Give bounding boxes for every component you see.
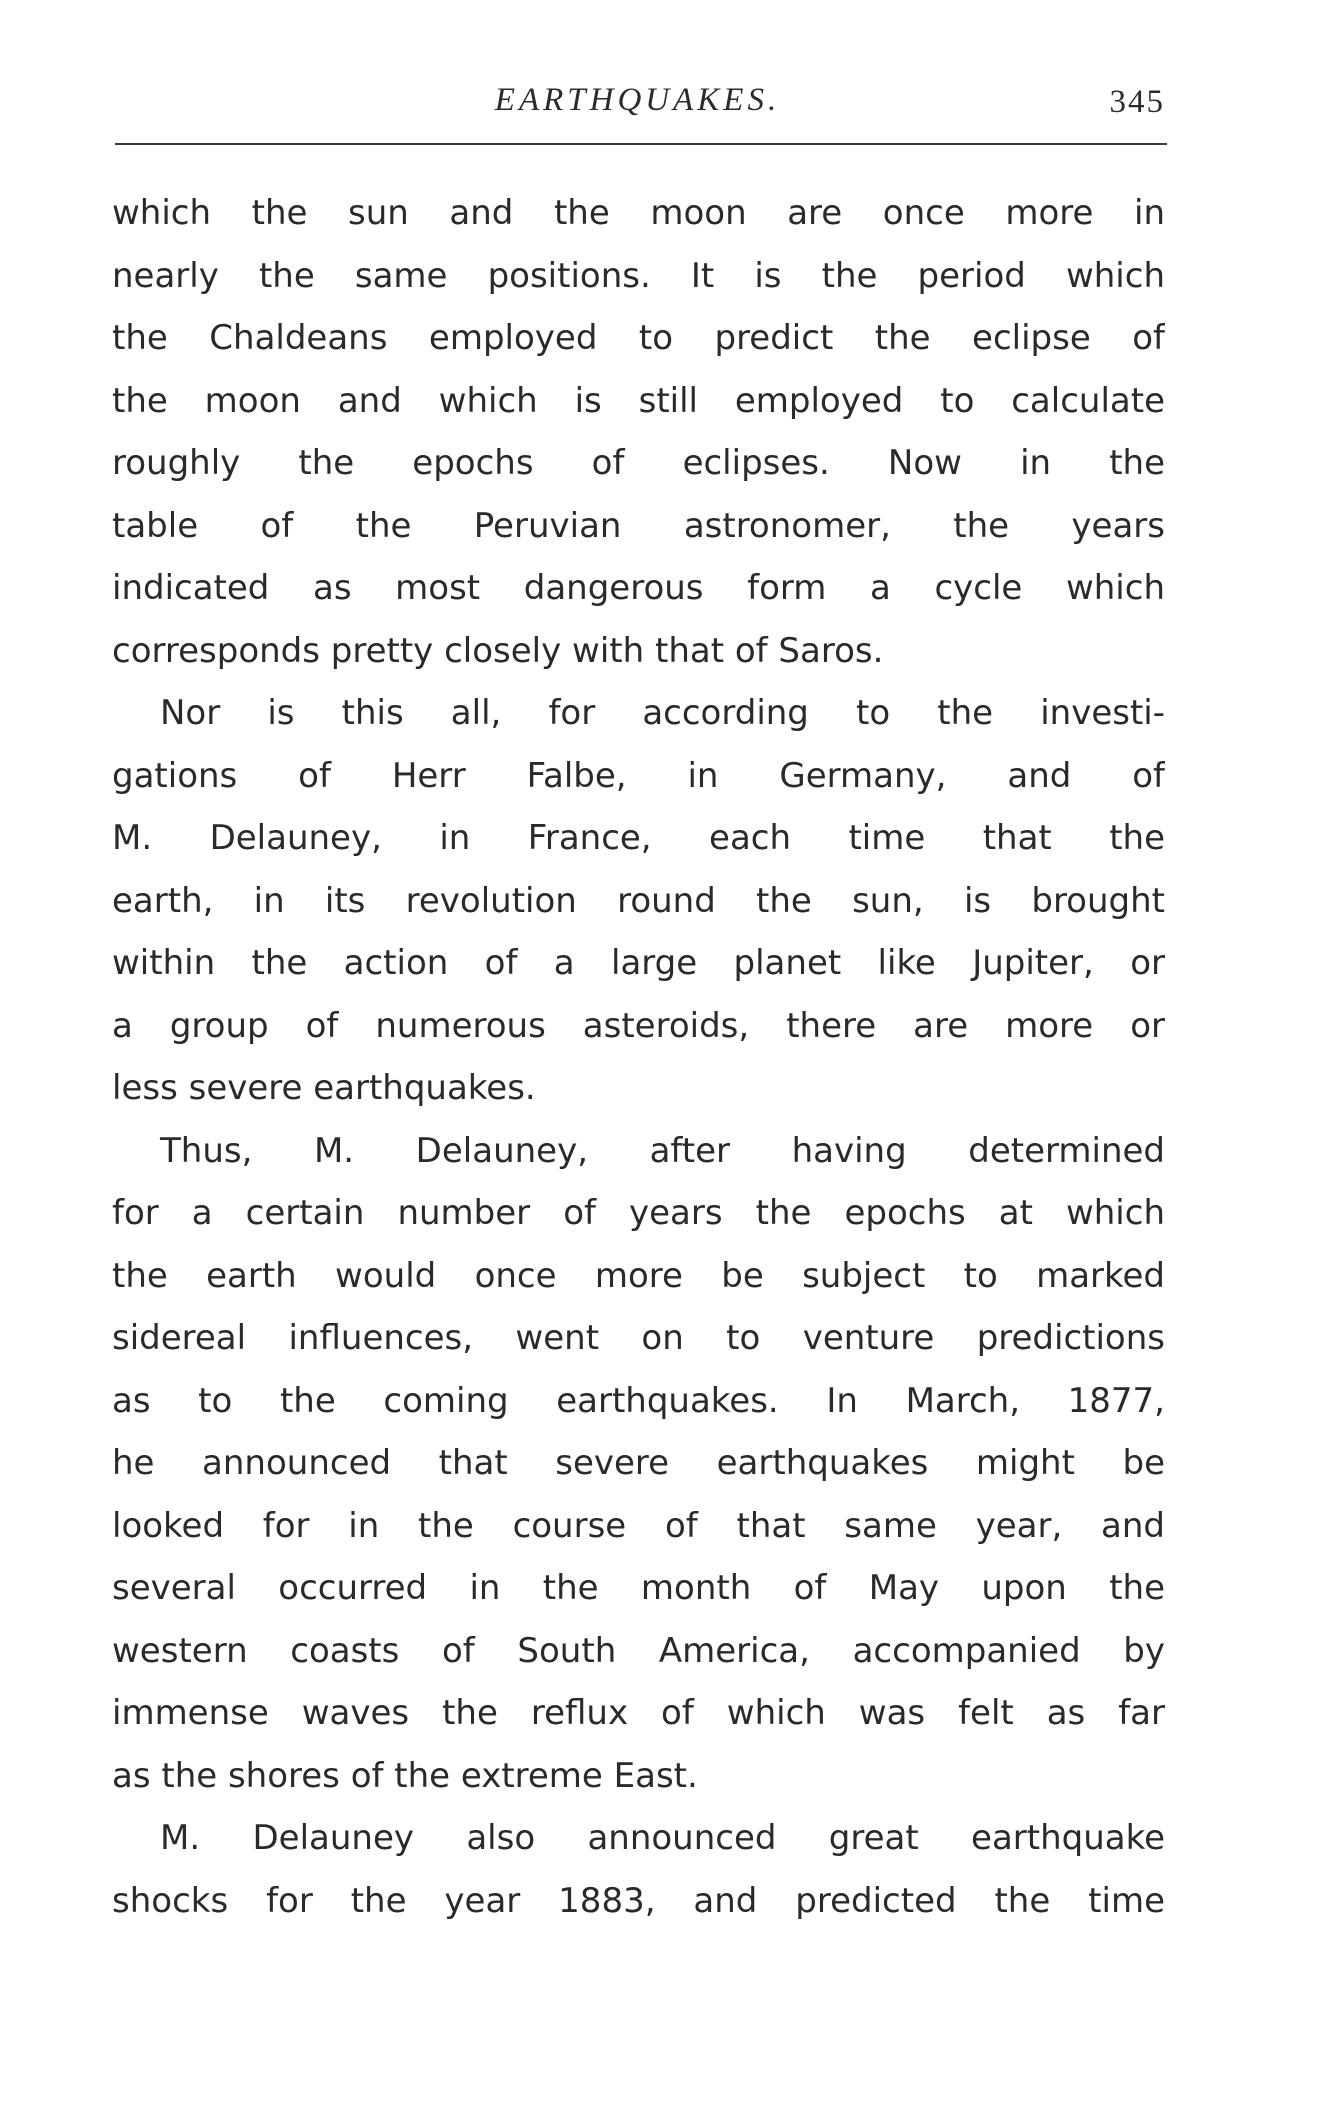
text-line: roughly the epochs of eclipses. Now in the	[112, 443, 1165, 483]
text-line: corresponds pretty closely with that of Saros.	[112, 630, 884, 671]
header-rule	[115, 143, 1167, 145]
text-line: nearly the same positions. It is the period which	[112, 255, 1165, 296]
paragraph-4	[112, 1807, 1165, 1932]
page-number: 345	[1109, 84, 1165, 120]
text-line: the Chaldeans employed to predict the eclipse of	[112, 318, 1165, 358]
text-line: Nor is this all, for according to the investi-	[160, 693, 1165, 733]
text-line: as the shores of the extreme East.	[112, 1755, 698, 1796]
paragraph-1	[112, 182, 1165, 682]
body-text	[112, 182, 1165, 1932]
running-title: EARTHQUAKES.	[494, 82, 781, 118]
text-line: a group of numerous asteroids, there are more or	[112, 1005, 1165, 1046]
text-line: the moon and which is still employed to calculate	[112, 380, 1165, 421]
text-line: within the action of a large planet like Jupiter, or	[112, 943, 1165, 983]
text-line: M. Delauney, in France, each time that the	[112, 818, 1165, 858]
text-line: western coasts of South America, accompanied by	[112, 1630, 1165, 1671]
text-line: immense waves the reflux of which was felt as far	[112, 1693, 1165, 1733]
text-line: Thus, M. Delauney, after having determined	[160, 1130, 1165, 1171]
running-head	[110, 72, 1165, 132]
text-line: earth, in its revolution round the sun, is brought	[112, 880, 1165, 921]
text-line: indicated as most dangerous form a cycle which	[112, 568, 1165, 608]
text-line: which the sun and the moon are once more in	[112, 193, 1165, 233]
paragraph-3	[112, 1120, 1165, 1808]
text-line: for a certain number of years the epochs at which	[112, 1193, 1165, 1233]
text-line: several occurred in the month of May upon the	[112, 1568, 1165, 1608]
text-line: table of the Peruvian astronomer, the years	[112, 505, 1165, 546]
text-line: the earth would once more be subject to marked	[112, 1255, 1165, 1296]
text-line: shocks for the year 1883, and predicted the time	[112, 1880, 1165, 1921]
paragraph-2	[112, 682, 1165, 1120]
text-line: as to the coming earthquakes. In March, 1877,	[112, 1380, 1165, 1421]
text-line: looked for in the course of that same year, and	[112, 1505, 1165, 1546]
text-line: sidereal influences, went on to venture predictions	[112, 1318, 1165, 1358]
text-line: gations of Herr Falbe, in Germany, and of	[112, 755, 1165, 796]
text-line: he announced that severe earthquakes might be	[112, 1443, 1165, 1483]
text-line: less severe earthquakes.	[112, 1068, 536, 1108]
text-line: M. Delauney also announced great earthquake	[160, 1818, 1165, 1858]
